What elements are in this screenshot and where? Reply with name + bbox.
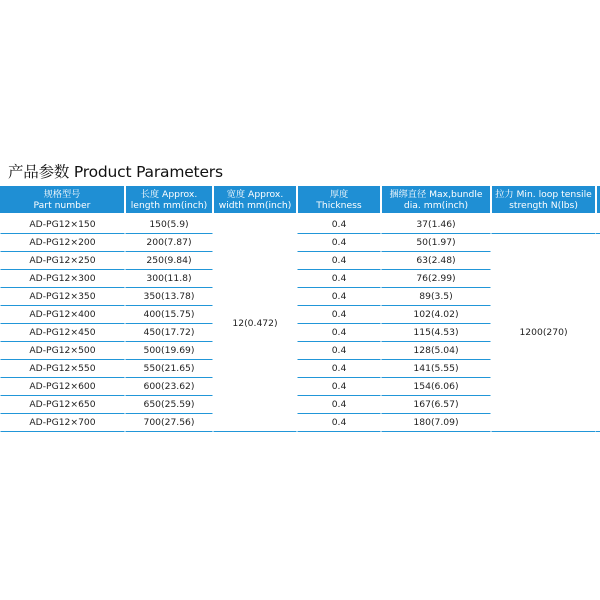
cell-edge: [596, 216, 600, 234]
cell-bundle-diameter: 128(5.04): [381, 342, 491, 360]
cell-length: 700(27.56): [125, 414, 213, 432]
cell-part-number: AD-PG12×600: [0, 378, 125, 396]
cell-thickness: 0.4: [297, 342, 381, 360]
table-row: [0, 216, 600, 234]
cell-bundle-diameter: 76(2.99): [381, 270, 491, 288]
cell-bundle-diameter: 167(6.57): [381, 396, 491, 414]
cell-part-number: AD-PG12×200: [0, 234, 125, 252]
table-body: [0, 216, 600, 432]
cell-length: 500(19.69): [125, 342, 213, 360]
cell-part-number: AD-PG12×350: [0, 288, 125, 306]
cell-length: 350(13.78): [125, 288, 213, 306]
cell-part-number: AD-PG12×700: [0, 414, 125, 432]
page-title: 产品参数 Product Parameters: [8, 163, 223, 181]
cell-thickness: 0.4: [297, 216, 381, 234]
cell-edge: [596, 234, 600, 432]
header-bundle-diameter-cn: 捆绑直径 Max,bundle: [389, 188, 483, 200]
header-part-number-en: Part number: [33, 199, 91, 211]
header-bundle-diameter-en: dia. mm(inch): [403, 199, 469, 211]
header-length: [125, 186, 213, 216]
table-row: [0, 234, 600, 252]
cell-part-number: AD-PG12×250: [0, 252, 125, 270]
cell-bundle-diameter: 63(2.48): [381, 252, 491, 270]
cell-thickness: 0.4: [297, 324, 381, 342]
cell-bundle-diameter: 50(1.97): [381, 234, 491, 252]
cell-part-number: AD-PG12×300: [0, 270, 125, 288]
header-width-en: width mm(inch): [218, 199, 292, 211]
cell-thickness: 0.4: [297, 234, 381, 252]
cell-length: 650(25.59): [125, 396, 213, 414]
cell-part-number: AD-PG12×150: [0, 216, 125, 234]
cell-thickness: 0.4: [297, 252, 381, 270]
cell-thickness: 0.4: [297, 414, 381, 432]
header-width-cn: 宽度 Approx.: [226, 188, 284, 200]
header-thickness-cn: 厚度: [329, 188, 349, 200]
cell-length: 300(11.8): [125, 270, 213, 288]
cell-bundle-diameter: 141(5.55): [381, 360, 491, 378]
header-tensile-strength-cn: 拉力 Min. loop tensile: [495, 188, 592, 200]
cell-bundle-diameter: 89(3.5): [381, 288, 491, 306]
cell-length: 200(7.87): [125, 234, 213, 252]
header-length-cn: 长度 Approx.: [140, 188, 198, 200]
cell-length: 550(21.65): [125, 360, 213, 378]
cell-bundle-diameter: 37(1.46): [381, 216, 491, 234]
cell-part-number: AD-PG12×650: [0, 396, 125, 414]
header-thickness: [297, 186, 381, 216]
cell-width-merged: 12(0.472): [213, 216, 297, 432]
cell-thickness: 0.4: [297, 360, 381, 378]
cell-bundle-diameter: 102(4.02): [381, 306, 491, 324]
cell-bundle-diameter: 154(6.06): [381, 378, 491, 396]
header-tensile-strength-en: strength N(lbs): [509, 199, 578, 211]
cell-part-number: AD-PG12×500: [0, 342, 125, 360]
cell-bundle-diameter: 115(4.53): [381, 324, 491, 342]
header-part-number: [0, 186, 125, 216]
cell-length: 600(23.62): [125, 378, 213, 396]
cell-thickness: 0.4: [297, 396, 381, 414]
header-part-number-cn: 规格型号: [43, 188, 81, 200]
header-row: [0, 186, 600, 216]
cell-thickness: 0.4: [297, 306, 381, 324]
header-thickness-en: Thickness: [316, 199, 362, 211]
cell-length: 400(15.75): [125, 306, 213, 324]
cell-tensile-merged: 1200(270): [491, 234, 596, 432]
cell-bundle-diameter: 180(7.09): [381, 414, 491, 432]
header-width: [213, 186, 297, 216]
product-parameters-table: [0, 186, 600, 432]
header-edge-cell: [596, 186, 600, 216]
cell-thickness: 0.4: [297, 270, 381, 288]
cell-part-number: AD-PG12×550: [0, 360, 125, 378]
cell-length: 150(5.9): [125, 216, 213, 234]
cell-part-number: AD-PG12×400: [0, 306, 125, 324]
cell-length: 450(17.72): [125, 324, 213, 342]
header-tensile-strength: [491, 186, 596, 216]
cell-length: 250(9.84): [125, 252, 213, 270]
header-bundle-diameter: [381, 186, 491, 216]
cell-thickness: 0.4: [297, 288, 381, 306]
cell-part-number: AD-PG12×450: [0, 324, 125, 342]
header-length-en: length mm(inch): [130, 199, 208, 211]
cell-tensile-empty: [491, 216, 596, 234]
cell-thickness: 0.4: [297, 378, 381, 396]
